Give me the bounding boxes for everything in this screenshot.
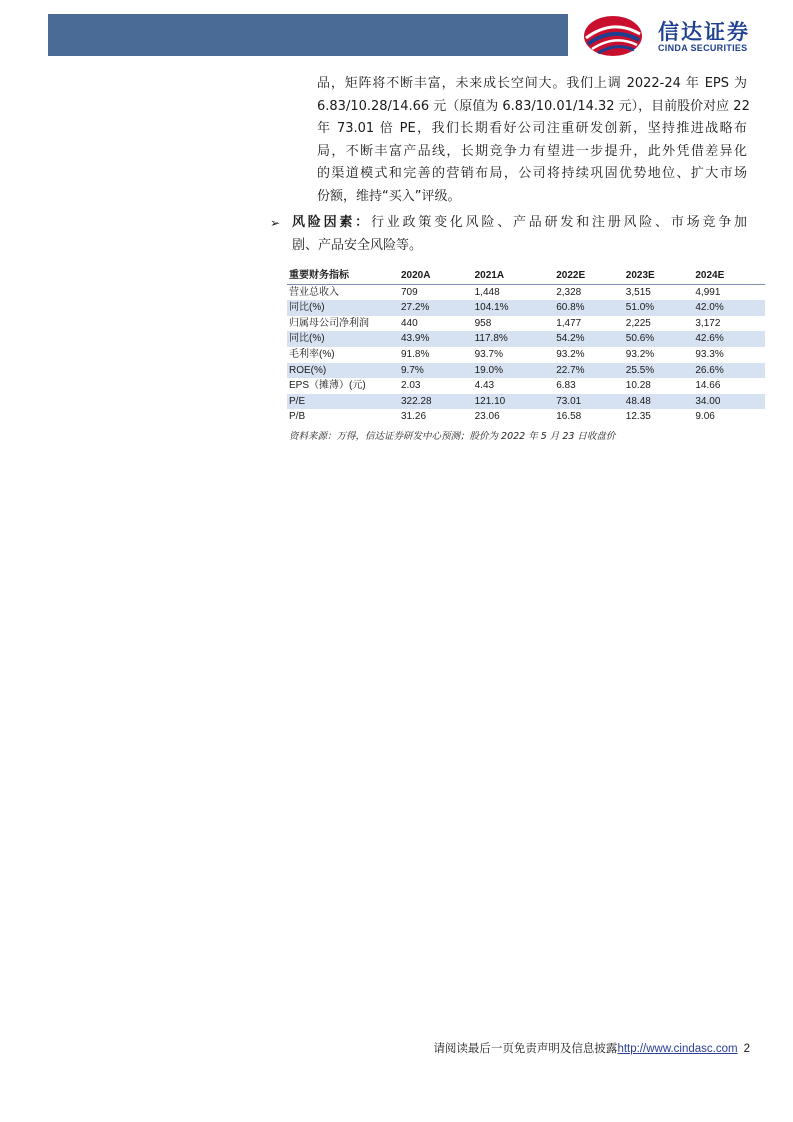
value-cell: 91.8% (401, 348, 430, 360)
table-row (287, 363, 765, 379)
value-cell: 60.8% (556, 300, 626, 316)
table-header-cell: 2022E (556, 268, 626, 284)
value-cell: 93.3% (695, 348, 724, 360)
table-header-cell: 重要财务指标 (287, 268, 401, 284)
risk-factors (270, 212, 747, 257)
cinda-logo (582, 14, 782, 58)
table-row (287, 284, 765, 300)
row-label-cell: 营业总收入 (289, 286, 339, 298)
value-cell: 117.8% (475, 331, 557, 347)
paragraph-line: 局，不断丰富产品线，长期竞争力有望进一步提升，此外凭借差异化 (317, 143, 747, 159)
value-cell: 709 (401, 286, 418, 298)
table-row (287, 409, 765, 425)
value-cell: 322.28 (401, 394, 475, 410)
paragraph-line: 6.83/10.28/14.66 元（原值为 6.83/10.01/14.32 元），目前股价对应 22 (317, 98, 750, 114)
paragraph-line: 年 73.01 倍 PE，我们长期看好公司注重研发创新，坚持推进战略布 (317, 121, 747, 136)
value-cell: 6.83 (556, 380, 576, 392)
value-cell: 440 (401, 317, 418, 329)
value-cell: 50.6% (626, 331, 696, 347)
table-row (287, 347, 765, 363)
value-cell: 54.2% (556, 331, 626, 347)
table-source-note: 资料来源：万得，信达证券研发中心预测；股价为 2022 年 5 月 23 日收盘价 (289, 431, 616, 442)
row-label-cell: 毛利率(%) (289, 348, 335, 360)
row-label-cell: EPS（摊薄）(元) (289, 380, 366, 392)
logo-english-name: CINDA SECURITIES (658, 43, 748, 53)
value-cell: 93.2% (556, 348, 585, 360)
value-cell: 43.9% (401, 331, 475, 347)
value-cell: 9.06 (695, 411, 715, 423)
value-cell: 19.0% (475, 363, 557, 379)
financial-indicators-table (287, 268, 765, 425)
value-cell: 14.66 (695, 380, 721, 392)
value-cell: 2,328 (556, 286, 582, 298)
value-cell: 93.7% (474, 348, 503, 360)
value-cell: 1,448 (474, 286, 500, 298)
value-cell: 104.1% (475, 300, 557, 316)
header-bar (48, 14, 568, 56)
page-footer (400, 1040, 750, 1056)
value-cell: 4,991 (695, 286, 721, 298)
value-cell: 10.28 (625, 380, 651, 392)
value-cell: 2,225 (625, 317, 651, 329)
value-cell: 2.03 (401, 380, 421, 392)
value-cell: 25.5% (626, 363, 696, 379)
value-cell: 9.7% (401, 363, 475, 379)
table-header-cell: 2024E (695, 268, 765, 284)
value-cell: 31.26 (401, 411, 427, 423)
value-cell: 3,515 (625, 286, 651, 298)
row-label-cell: P/B (289, 411, 306, 423)
disclaimer-text: 请阅读最后一页免责声明及信息披露 (433, 1041, 618, 1055)
value-cell: 121.10 (475, 394, 557, 410)
risk-label: 风险因素： (292, 215, 371, 230)
risk-text: 行业政策变化风险、产品研发和注册风险、市场竞争加 (370, 215, 747, 230)
row-label-cell: ROE(%) (287, 363, 401, 379)
paragraph-line: 的渠道模式和完善的营销布局，公司将持续巩固优势地位、扩大市场 (317, 166, 747, 181)
paragraph-line: 品，矩阵将不断丰富，未来成长空间大。我们上调 2022-24 年 EPS 为 (317, 76, 747, 91)
value-cell: 4.43 (474, 380, 495, 392)
logo-chinese-name: 信达证券 (658, 20, 750, 44)
table-header-row (287, 268, 765, 284)
table-row (287, 331, 765, 347)
page-number: 2 (743, 1043, 750, 1055)
value-cell: 1,477 (556, 317, 582, 329)
value-cell: 26.6% (695, 363, 765, 379)
value-cell: 93.2% (625, 348, 655, 360)
paragraph-line: 份额，维持“买入”评级。 (317, 188, 461, 204)
table-header-cell: 2021A (475, 268, 557, 284)
table-row (287, 300, 765, 316)
value-cell: 22.7% (556, 363, 626, 379)
website-link[interactable]: http://www.cindasc.com (617, 1043, 738, 1055)
value-cell: 42.6% (695, 331, 765, 347)
table-row (287, 316, 765, 332)
value-cell: 48.48 (626, 394, 696, 410)
row-label-cell: P/E (287, 394, 401, 410)
value-cell: 42.0% (695, 300, 765, 316)
table-row (287, 394, 765, 410)
value-cell: 16.58 (556, 411, 582, 423)
row-label-cell: 归属母公司净利润 (289, 317, 369, 329)
bullet-arrow-icon: ➢ (270, 216, 281, 230)
table-header-cell: 2023E (626, 268, 696, 284)
cinda-logo-icon (582, 14, 644, 58)
table-row (287, 378, 765, 394)
value-cell: 958 (474, 317, 492, 329)
investment-paragraph (317, 73, 750, 208)
table-header-cell: 2020A (401, 268, 475, 284)
row-label-cell: 同比(%) (287, 300, 401, 316)
value-cell: 51.0% (626, 300, 696, 316)
value-cell: 73.01 (556, 394, 626, 410)
value-cell: 3,172 (695, 317, 721, 329)
value-cell: 12.35 (625, 411, 651, 423)
value-cell: 27.2% (401, 300, 475, 316)
value-cell: 34.00 (695, 394, 765, 410)
value-cell: 23.06 (474, 411, 500, 423)
risk-text-continued: 剧、产品安全风险等。 (292, 237, 423, 253)
row-label-cell: 同比(%) (287, 331, 401, 347)
